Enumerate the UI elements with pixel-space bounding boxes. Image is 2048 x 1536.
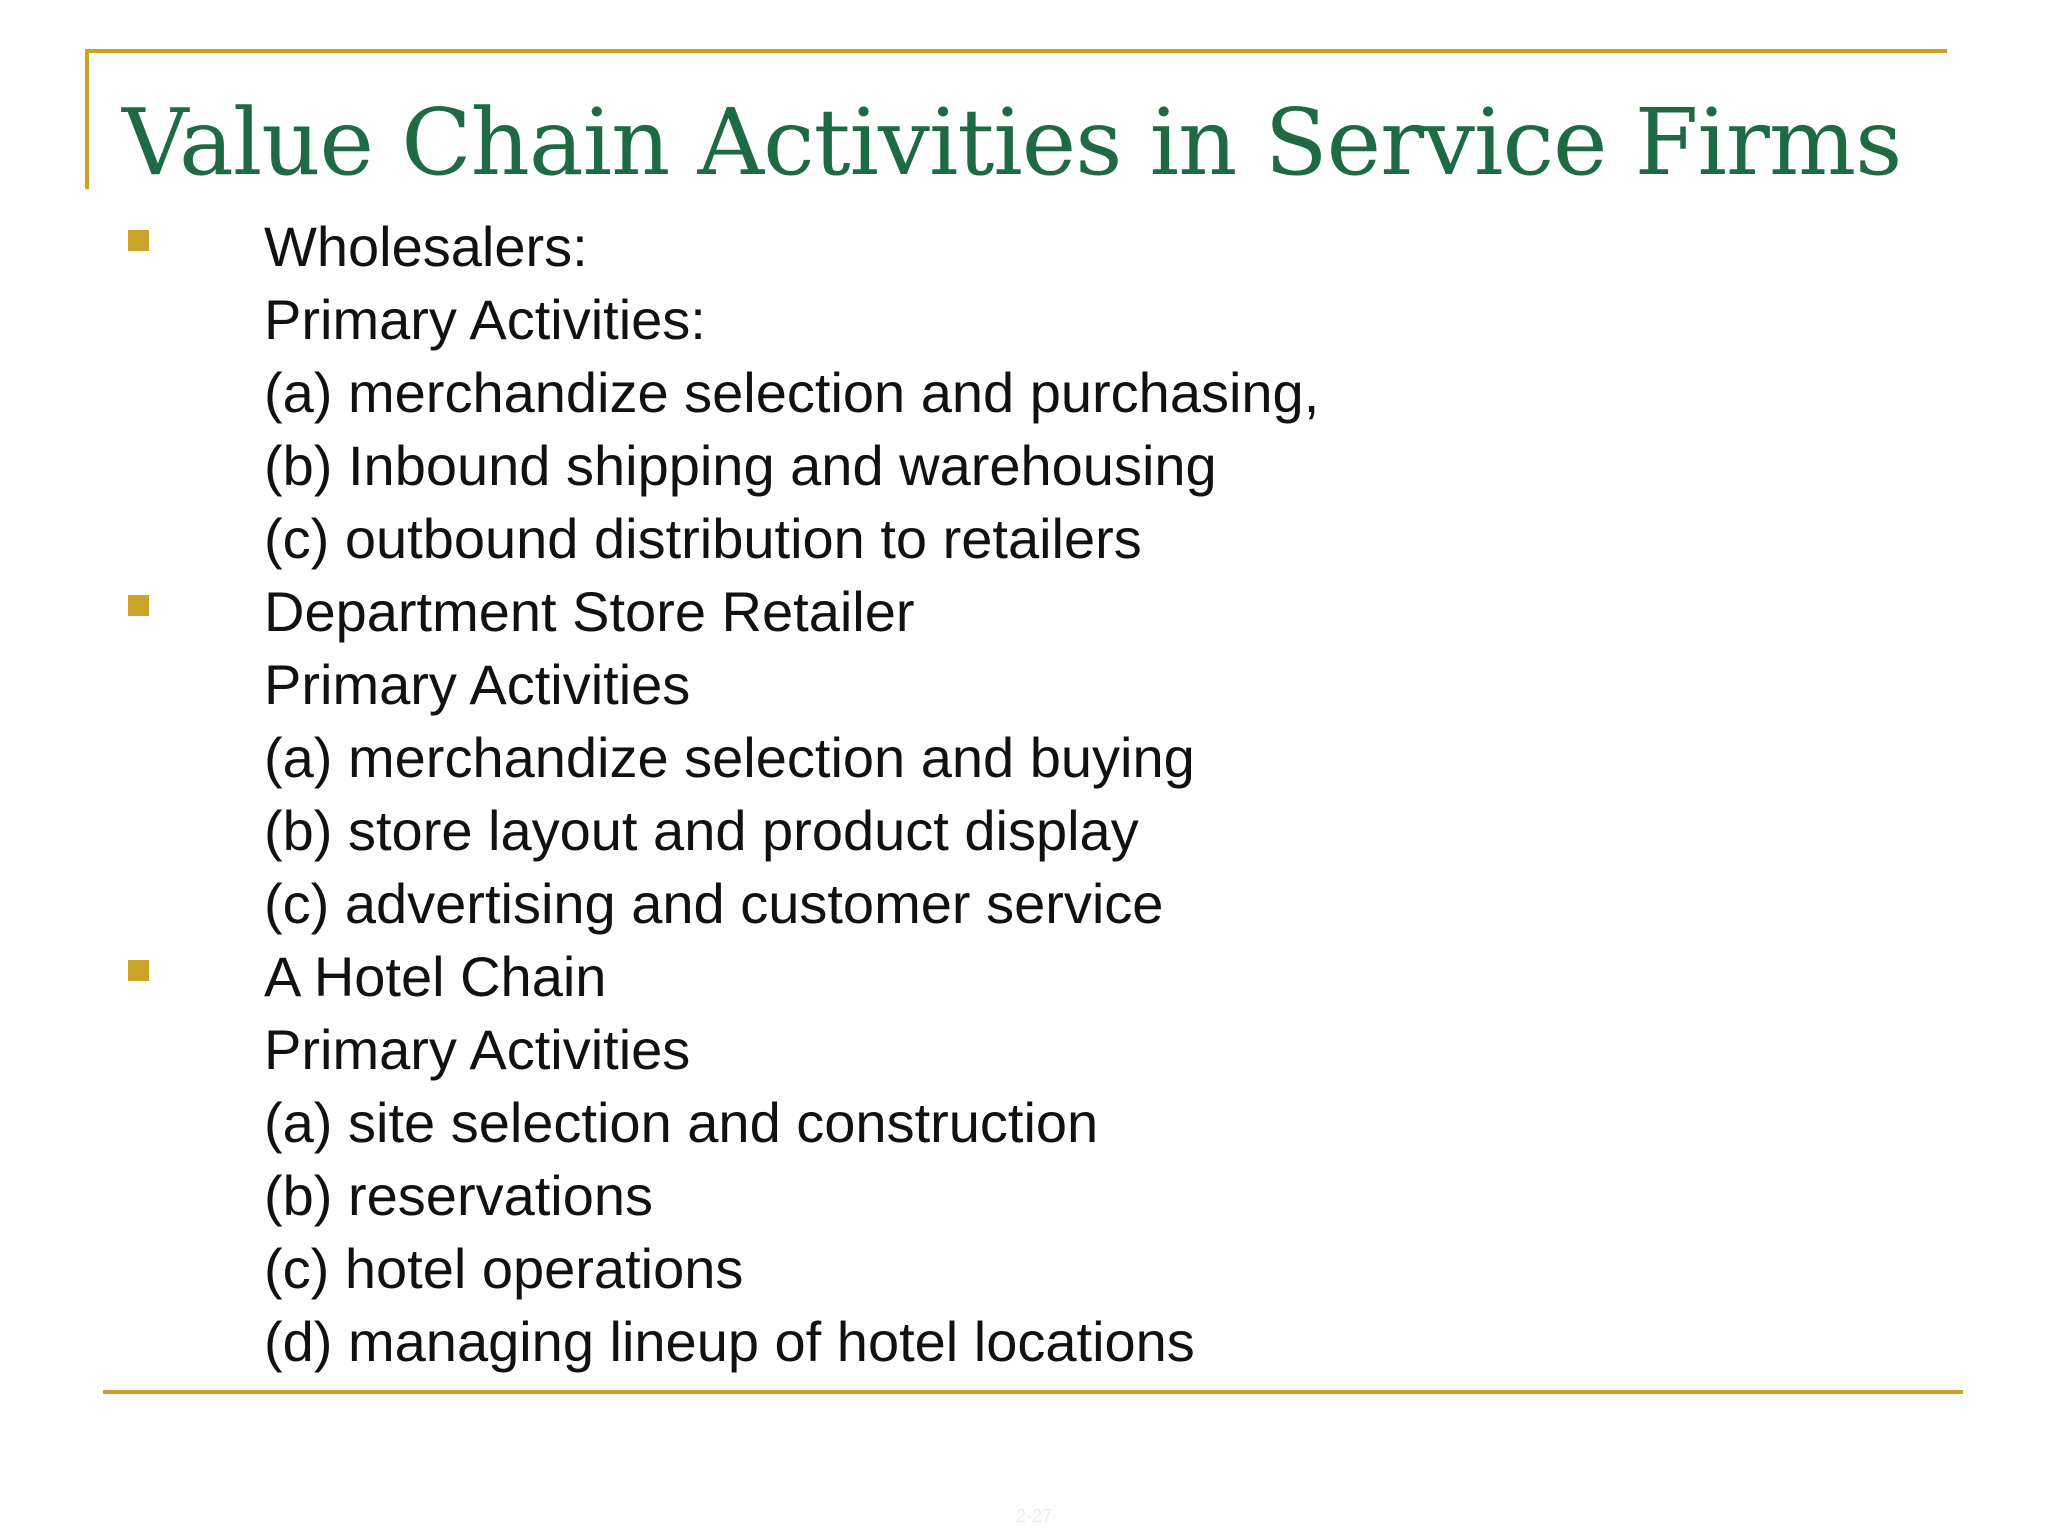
section-heading: A Hotel Chain [264, 945, 607, 1008]
section-hotel-chain [0, 940, 2048, 1378]
top-rule [85, 49, 1947, 53]
section-heading: Wholesalers: [264, 215, 588, 278]
slide-content [0, 210, 2048, 1378]
section-department-store [0, 575, 2048, 940]
left-rule [85, 49, 89, 189]
activity-item: (c) hotel operations [264, 1237, 744, 1300]
activity-item: (c) advertising and customer service [264, 872, 1164, 935]
activity-item: (b) store layout and product display [264, 799, 1139, 862]
slide-title: Value Chain Activities in Service Firms [122, 89, 1902, 196]
bullet-square-icon [128, 960, 149, 981]
activity-item: (a) merchandize selection and purchasing, [264, 361, 1320, 424]
activity-item: (a) site selection and construction [264, 1091, 1099, 1154]
section-heading: Department Store Retailer [264, 580, 915, 643]
section-subheading: Primary Activities [264, 653, 691, 716]
bullet-square-icon [128, 595, 149, 616]
bullet-square-icon [128, 230, 149, 251]
activity-item: (a) merchandize selection and buying [264, 726, 1195, 789]
activity-item: (d) managing lineup of hotel locations [264, 1310, 1195, 1373]
section-subheading: Primary Activities: [264, 288, 706, 351]
bottom-rule [103, 1390, 1963, 1394]
activity-item: (c) outbound distribution to retailers [264, 507, 1142, 570]
activity-item: (b) reservations [264, 1164, 654, 1227]
page-number: 2-27 [1016, 1506, 1053, 1526]
activity-item: (b) Inbound shipping and warehousing [264, 434, 1217, 497]
section-subheading: Primary Activities [264, 1018, 691, 1081]
section-wholesalers [0, 210, 2048, 575]
